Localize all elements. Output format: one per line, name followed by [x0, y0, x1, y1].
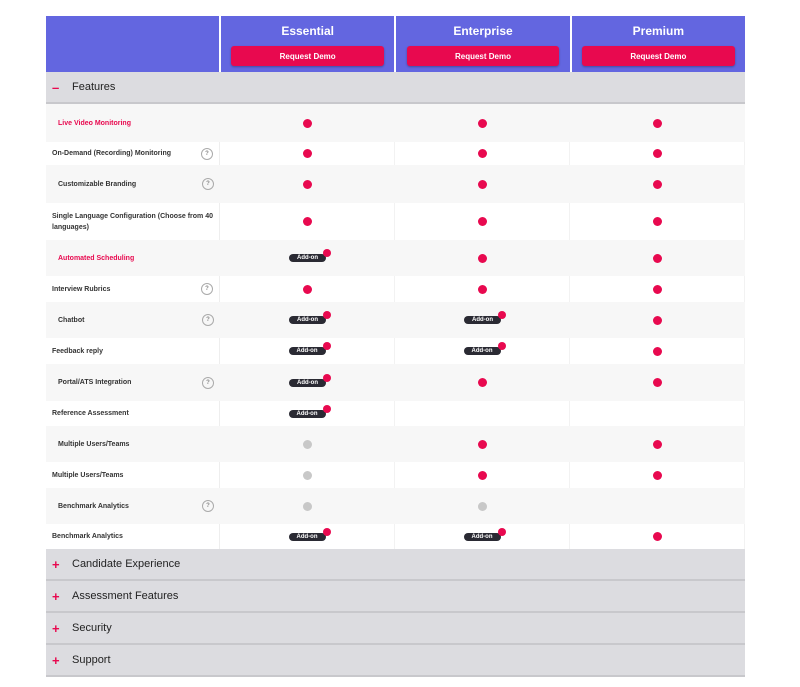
- unavailable-icon: [303, 440, 312, 449]
- feature-label: Chatbot: [58, 316, 85, 324]
- feature-label: Benchmark Analytics: [52, 533, 123, 540]
- feature-rows: [46, 104, 745, 549]
- section-title: Assessment Features: [72, 590, 179, 602]
- plan-cell: [220, 462, 395, 488]
- collapsed-sections: [46, 549, 745, 677]
- check-icon: [653, 378, 662, 387]
- plan-cell: [220, 240, 395, 276]
- feature-label: On-Demand (Recording) Monitoring: [52, 150, 171, 157]
- plan-cell: [570, 104, 745, 142]
- pricing-comparison-table: [46, 16, 745, 677]
- feature-row: [46, 302, 745, 338]
- plan-cell: [570, 364, 745, 401]
- feature-label: Customizable Branding: [58, 180, 137, 188]
- plan-cell: [570, 240, 745, 276]
- plan-cell: [395, 302, 570, 338]
- feature-label-cell: [46, 165, 220, 203]
- addon-badge: [289, 316, 326, 324]
- addon-label: Add-on: [471, 348, 493, 354]
- plan-cell: [395, 240, 570, 276]
- addon-badge: [289, 410, 326, 418]
- plan-cell: [570, 203, 745, 240]
- check-icon: [478, 285, 487, 294]
- table-header: [46, 16, 745, 72]
- feature-label-cell: [46, 302, 220, 338]
- feature-row: [46, 165, 745, 203]
- plus-icon: [323, 249, 331, 257]
- plan-name: Enterprise: [453, 24, 513, 38]
- plan-cell: [395, 488, 570, 524]
- plan-cell: [395, 524, 570, 549]
- plan-cell: [570, 338, 745, 364]
- plus-icon: [498, 528, 506, 536]
- section-toggle[interactable]: [46, 613, 745, 645]
- request-demo-button[interactable]: Request Demo: [582, 46, 735, 66]
- plan-cell: [570, 302, 745, 338]
- feature-label-cell: [46, 104, 220, 142]
- plan-cell: [395, 165, 570, 203]
- plan-cell: [220, 401, 395, 426]
- plan-cell: [220, 338, 395, 364]
- plan-essential: [221, 16, 396, 72]
- feature-row: [46, 401, 745, 426]
- feature-row: [46, 462, 745, 488]
- check-icon: [303, 217, 312, 226]
- feature-label-cell: [46, 462, 220, 488]
- section-title: Security: [72, 622, 112, 634]
- plan-cell: [220, 276, 395, 302]
- addon-label: Add-on: [297, 379, 318, 386]
- plan-cell: [570, 488, 745, 524]
- section-features-toggle[interactable]: [46, 72, 745, 104]
- plan-cell: [395, 276, 570, 302]
- addon-label: Add-on: [296, 533, 318, 540]
- check-icon: [303, 119, 312, 128]
- plus-icon: [323, 311, 331, 319]
- plan-cell: [220, 426, 395, 462]
- feature-label: Multiple Users/Teams: [58, 440, 130, 448]
- check-icon: [653, 254, 662, 263]
- plan-cell: [570, 462, 745, 488]
- expand-icon: +: [52, 588, 60, 604]
- plan-cell: [220, 488, 395, 524]
- feature-row: [46, 142, 745, 165]
- unavailable-icon: [303, 471, 312, 480]
- check-icon: [653, 217, 662, 226]
- plan-premium: [572, 16, 745, 72]
- addon-badge: [289, 379, 326, 387]
- check-icon: [303, 149, 312, 158]
- feature-label: Single Language Configuration (Choose from 40 languages): [52, 212, 214, 231]
- check-icon: [478, 471, 487, 480]
- plus-icon: [323, 405, 331, 413]
- feature-label-cell: [46, 338, 220, 364]
- section-toggle[interactable]: [46, 645, 745, 677]
- addon-label: Add-on: [297, 317, 318, 323]
- feature-row: [46, 203, 745, 240]
- plan-cell: [220, 104, 395, 142]
- check-icon: [478, 180, 487, 189]
- plan-cell: [220, 165, 395, 203]
- info-icon[interactable]: ?: [202, 500, 214, 512]
- check-icon: [653, 316, 662, 325]
- addon-label: Add-on: [296, 348, 318, 354]
- expand-icon: +: [52, 652, 60, 668]
- plan-cell: [220, 203, 395, 240]
- section-title: Candidate Experience: [72, 558, 181, 570]
- check-icon: [653, 471, 662, 480]
- unavailable-icon: [303, 502, 312, 511]
- plan-enterprise: [396, 16, 571, 72]
- check-icon: [478, 440, 487, 449]
- feature-label: Benchmark Analytics: [58, 502, 129, 510]
- plus-icon: [323, 342, 331, 350]
- plan-cell: [220, 302, 395, 338]
- check-icon: [303, 180, 312, 189]
- feature-label: Portal/ATS Integration: [58, 379, 132, 386]
- plan-cell: [570, 426, 745, 462]
- feature-row: [46, 104, 745, 142]
- feature-label: Multiple Users/Teams: [52, 471, 124, 479]
- plus-icon: [498, 311, 506, 319]
- addon-badge: [464, 533, 501, 541]
- plan-cell: [570, 142, 745, 165]
- check-icon: [653, 285, 662, 294]
- feature-row: [46, 524, 745, 549]
- check-icon: [653, 149, 662, 158]
- feature-row: [46, 364, 745, 401]
- addon-badge: [464, 347, 501, 355]
- expand-icon: +: [52, 620, 60, 636]
- plan-cell: [570, 276, 745, 302]
- check-icon: [478, 217, 487, 226]
- feature-label: Automated Scheduling: [58, 254, 135, 262]
- plan-cell: [570, 524, 745, 549]
- check-icon: [478, 149, 487, 158]
- check-icon: [478, 254, 487, 263]
- addon-badge: [289, 254, 326, 262]
- plan-name: Essential: [281, 24, 335, 38]
- plan-cell: [395, 104, 570, 142]
- addon-label: Add-on: [297, 255, 318, 261]
- info-icon[interactable]: ?: [202, 178, 214, 190]
- feature-label-cell: [46, 488, 220, 524]
- addon-label: Add-on: [471, 533, 493, 540]
- check-icon: [653, 440, 662, 449]
- request-demo-button[interactable]: Request Demo: [407, 46, 560, 66]
- feature-label: Live Video Monitoring: [58, 119, 131, 127]
- plan-name: Premium: [632, 24, 684, 38]
- addon-label: Add-on: [472, 317, 493, 323]
- plus-icon: [323, 374, 331, 382]
- plan-cell: [395, 401, 570, 426]
- feature-row: [46, 488, 745, 524]
- addon-badge: [289, 347, 326, 355]
- plan-cell: [395, 426, 570, 462]
- feature-label-cell: [46, 401, 220, 426]
- plan-cell: [220, 364, 395, 401]
- feature-row: [46, 338, 745, 364]
- info-icon[interactable]: ?: [202, 377, 214, 389]
- feature-row: [46, 240, 745, 276]
- info-icon[interactable]: ?: [202, 314, 214, 326]
- plus-icon: [498, 342, 506, 350]
- section-toggle[interactable]: [46, 581, 745, 613]
- feature-label-cell: [46, 142, 220, 165]
- check-icon: [653, 180, 662, 189]
- addon-label: Add-on: [296, 410, 318, 417]
- addon-badge: [464, 316, 501, 324]
- unavailable-icon: [478, 502, 487, 511]
- info-icon[interactable]: ?: [201, 148, 213, 160]
- feature-label-cell: [46, 364, 220, 401]
- feature-label-cell: [46, 426, 220, 462]
- plan-cell: [395, 203, 570, 240]
- plan-cell: [395, 462, 570, 488]
- addon-badge: [289, 533, 326, 541]
- expand-icon: +: [52, 556, 60, 572]
- plan-cell: [395, 364, 570, 401]
- plan-cell: [570, 401, 745, 426]
- plus-icon: [323, 528, 331, 536]
- check-icon: [478, 378, 487, 387]
- check-icon: [653, 532, 662, 541]
- plan-cell: [220, 142, 395, 165]
- plan-cell: [570, 165, 745, 203]
- check-icon: [478, 119, 487, 128]
- collapse-icon: –: [52, 79, 60, 95]
- header-spacer: [46, 16, 221, 72]
- check-icon: [653, 119, 662, 128]
- feature-label: Reference Assessment: [52, 410, 129, 417]
- plan-cell: [220, 524, 395, 549]
- plan-cell: [395, 142, 570, 165]
- feature-row: [46, 276, 745, 302]
- section-toggle[interactable]: [46, 549, 745, 581]
- request-demo-button[interactable]: Request Demo: [231, 46, 384, 66]
- feature-label: Interview Rubrics: [52, 285, 111, 293]
- feature-row: [46, 426, 745, 462]
- feature-label-cell: [46, 203, 220, 240]
- section-title: Support: [72, 654, 111, 666]
- check-icon: [303, 285, 312, 294]
- feature-label: Feedback reply: [52, 347, 103, 355]
- check-icon: [653, 347, 662, 356]
- feature-label-cell: [46, 276, 220, 302]
- feature-label-cell: [46, 524, 220, 549]
- plan-cell: [395, 338, 570, 364]
- feature-label-cell: [46, 240, 220, 276]
- info-icon[interactable]: ?: [201, 283, 213, 295]
- section-title: Features: [72, 81, 116, 93]
